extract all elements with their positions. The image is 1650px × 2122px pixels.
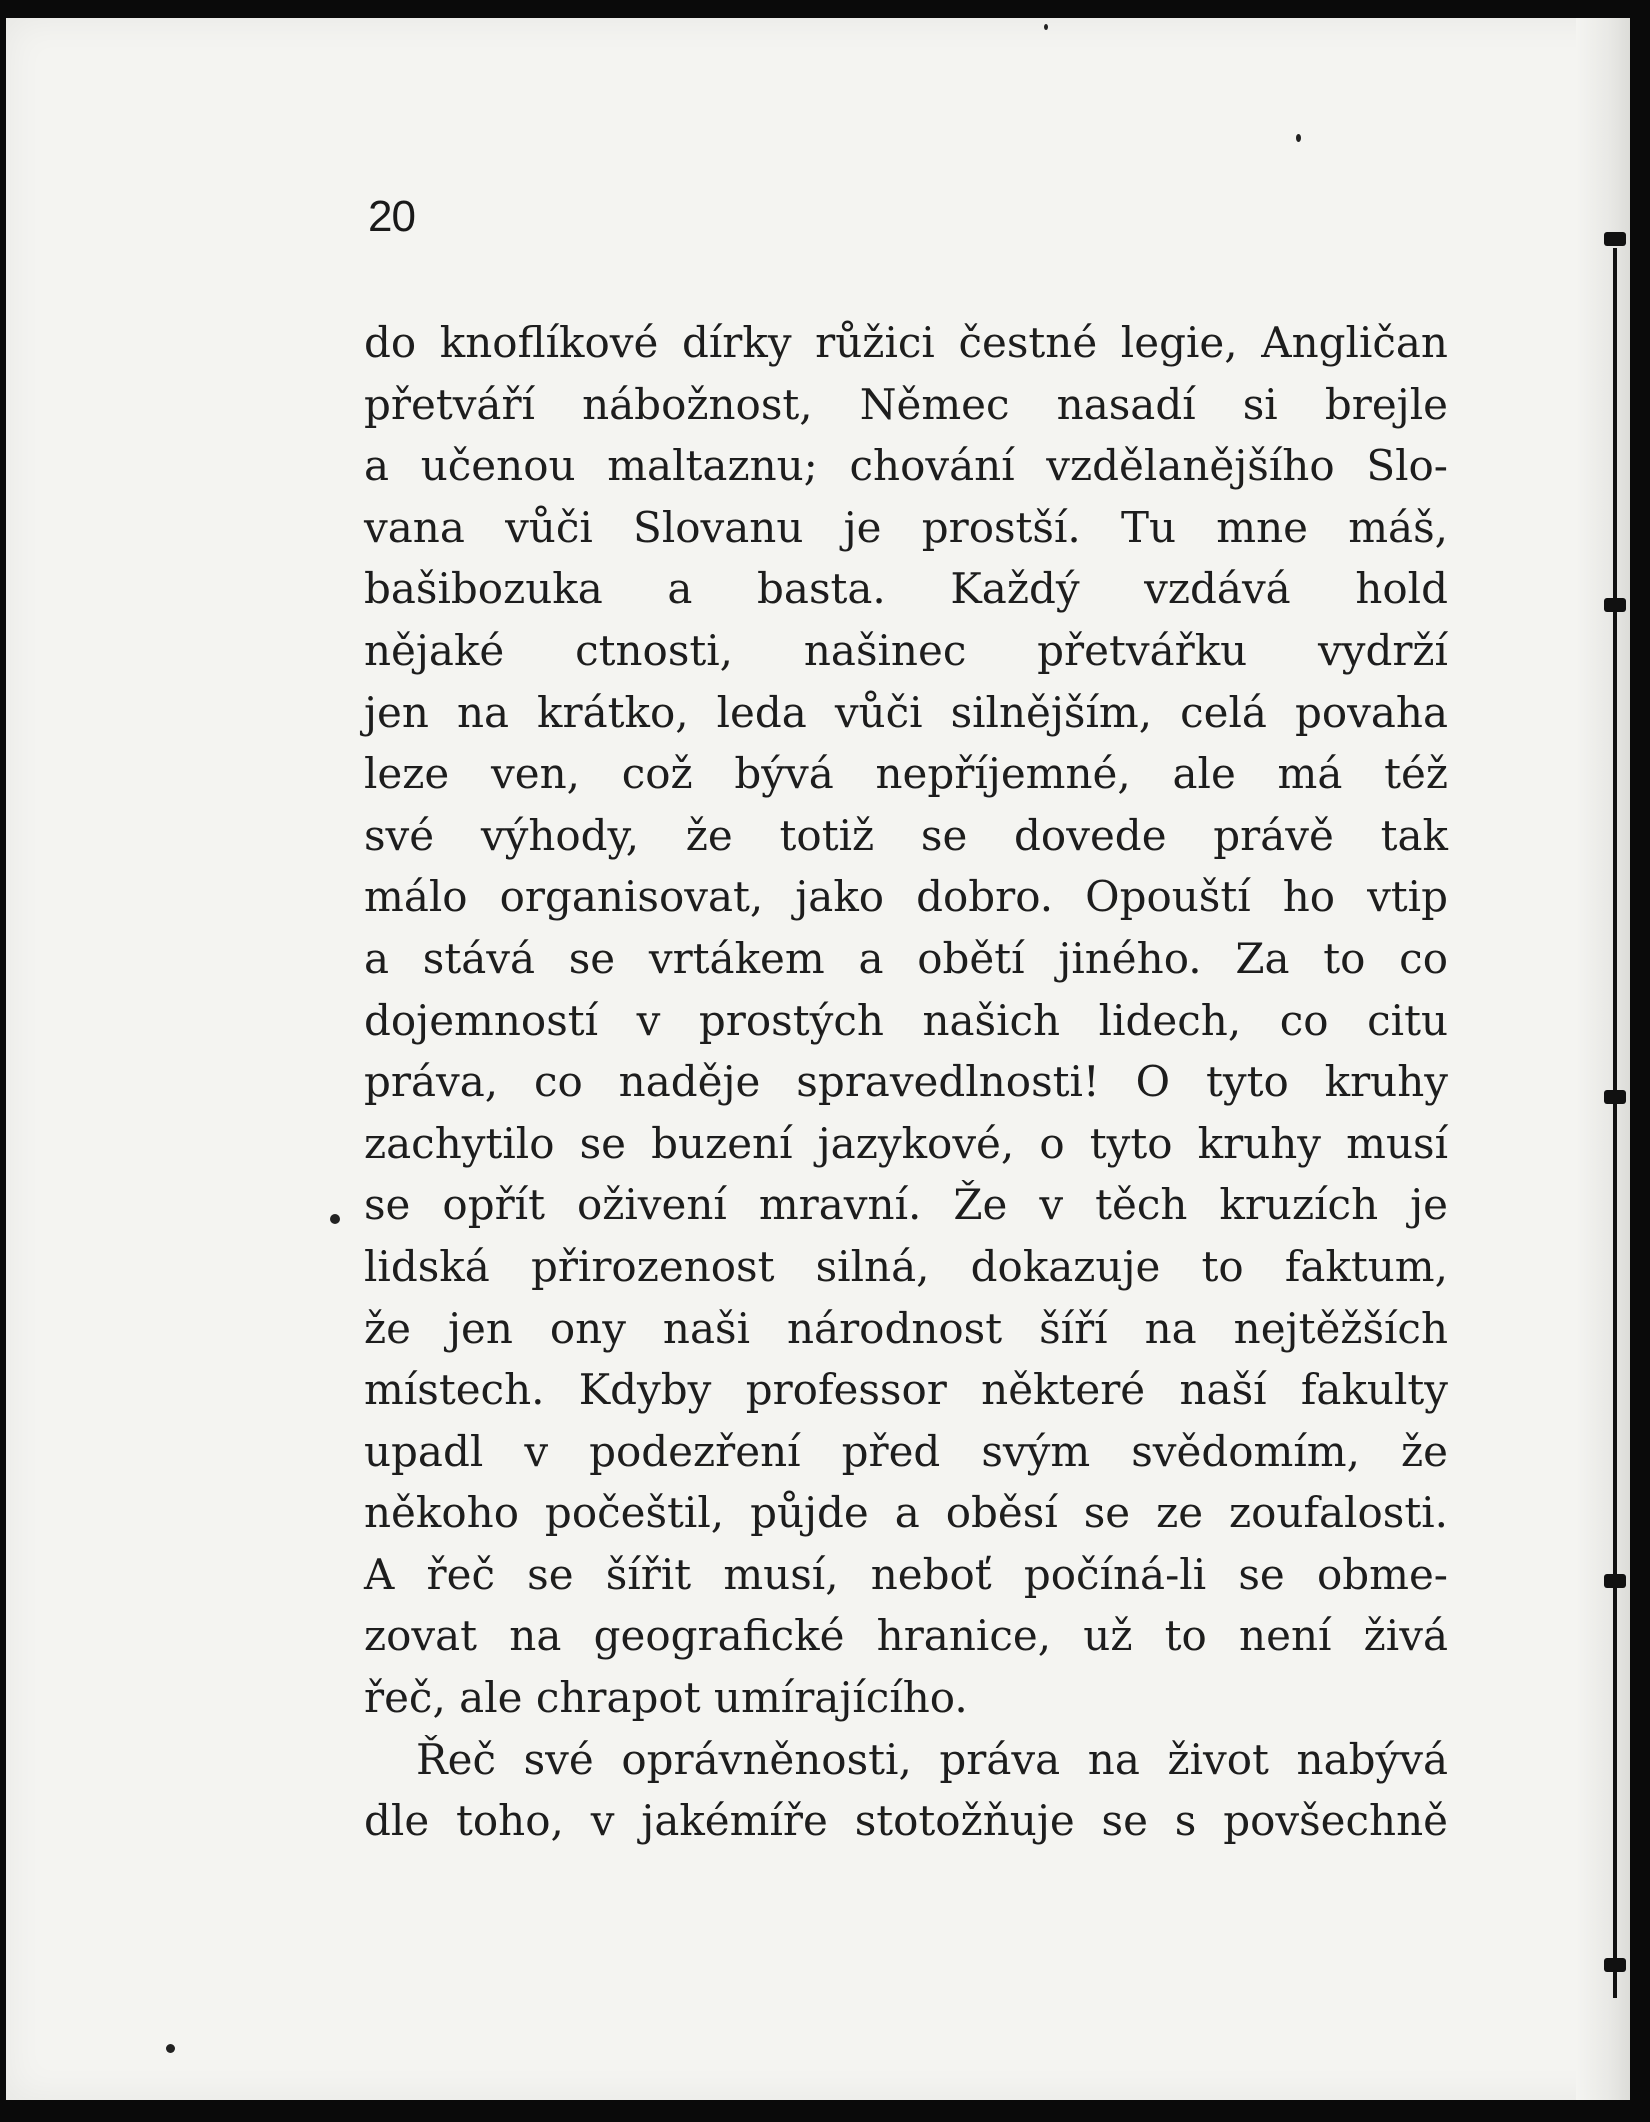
text-line: že jen ony naši národnost šíří na nejtěžších: [364, 1303, 1448, 1353]
text-line: se opřít oživení mravní. Že v těch kruzích je: [364, 1180, 1448, 1230]
text-line: práva, co naděje spravedlnosti! O tyto kruhy: [364, 1057, 1448, 1107]
text-line: řeč, ale chrapot umírajícího.: [364, 1673, 968, 1723]
text-line: přetváří nábožnost, Němec nasadí si brejle: [364, 379, 1448, 429]
page-edge-shadow: [1576, 18, 1630, 2100]
text-line: nějaké ctnosti, našinec přetvářku vydrží: [364, 625, 1448, 675]
text-line: místech. Kdyby professor některé naší fakulty: [364, 1365, 1448, 1415]
text-line: dle toho, v jakémíře stotožňuje se s povšechně: [364, 1796, 1448, 1846]
text-line: do knoflíkové dírky růžici čestné legie, Angličan: [364, 318, 1448, 367]
text-line: vana vůči Slovanu je prostší. Tu mne máš,: [364, 502, 1448, 552]
text-line: zovat na geografické hranice, už to není živá: [364, 1611, 1448, 1661]
body-text: [364, 312, 1448, 1852]
text-line: své výhody, že totiž se dovede právě tak: [364, 810, 1448, 860]
page-number: 20: [368, 192, 415, 241]
ink-speck: [1296, 134, 1301, 142]
ink-speck: [166, 2044, 175, 2053]
ink-speck: [330, 1214, 340, 1224]
text-line: bašibozuka a basta. Každý vzdává hold: [364, 564, 1448, 614]
text-line: zachytilo se buzení jazykové, o tyto kruhy musí: [364, 1118, 1448, 1168]
binding-mark: [1604, 1090, 1626, 1104]
ink-speck: [1044, 24, 1048, 30]
text-line: dojemností v prostých našich lidech, co citu: [364, 995, 1448, 1045]
text-line: upadl v podezření před svým svědomím, že: [364, 1426, 1448, 1476]
text-line: a učenou maltaznu; chování vzdělanějšího Slo-: [364, 441, 1448, 491]
paragraph-2: [364, 1729, 1448, 1852]
text-line: a stává se vrtákem a obětí jiného. Za to co: [364, 933, 1448, 983]
book-page: [6, 18, 1630, 2100]
text-line: jen na krátko, leda vůči silnějším, celá povaha: [364, 687, 1448, 737]
binding-mark: [1604, 598, 1626, 612]
paragraph-1: [364, 312, 1448, 1729]
binding-mark: [1604, 1574, 1626, 1588]
text-line: někoho počeštil, půjde a oběsí se ze zoufalosti.: [364, 1488, 1448, 1538]
binding-mark: [1604, 1958, 1626, 1972]
binding-line: [1613, 248, 1617, 1998]
text-line: lidská přirozenost silná, dokazuje to faktum,: [364, 1241, 1448, 1291]
binding-mark: [1604, 232, 1626, 246]
text-line: A řeč se šířit musí, neboť počíná-li se obme-: [364, 1549, 1448, 1599]
text-line: málo organisovat, jako dobro. Opouští ho vtip: [364, 872, 1448, 922]
text-line: Řeč své oprávněnosti, práva na život nabývá: [416, 1734, 1448, 1784]
text-line: leze ven, což bývá nepříjemné, ale má též: [364, 749, 1448, 799]
